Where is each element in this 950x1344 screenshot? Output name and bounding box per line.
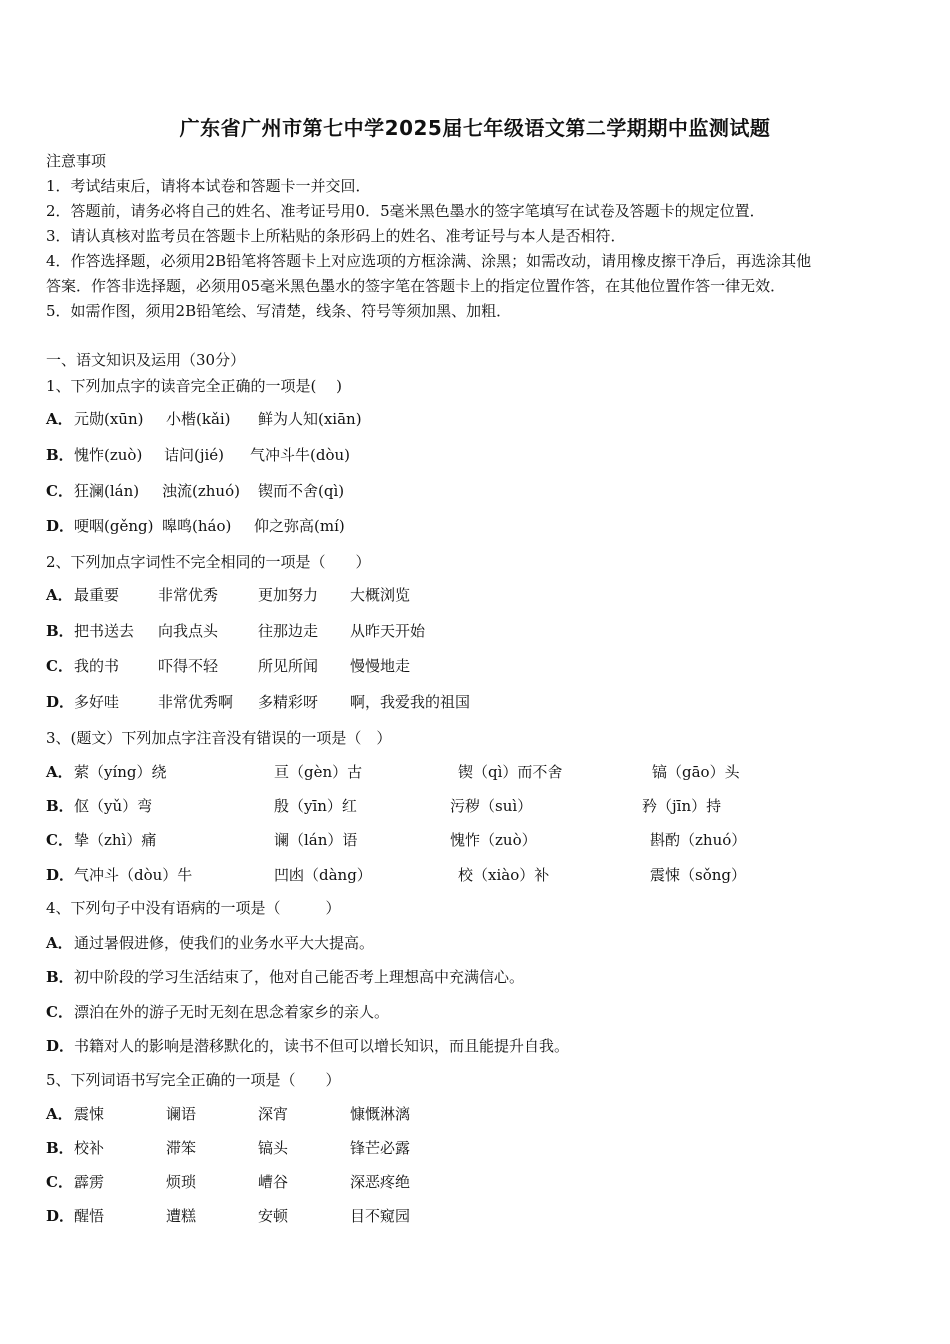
option-label: B． [46,1139,74,1157]
option-cell: 谰语 [166,1105,197,1123]
option-cell: 诘问(jié) [164,446,225,464]
option-text: 书籍对人的影响是潜移默化的，读书不但可以增长知识，而且能提升自我。 [74,1037,570,1055]
option-cell: 镐（gāo）头 [652,763,740,781]
option-cell: 愧怍(zuò) [74,446,143,464]
option-cell: 震悚 [74,1105,105,1123]
option-cell: 嗥鸣(háo) [162,517,232,535]
option-cell: 嶆谷 [258,1173,289,1191]
option-label: A． [46,934,73,952]
question-stem: 3、(题文）下列加点字注音没有错误的一项是（ ） [46,729,392,747]
option-cell: 从昨天开始 [350,622,426,640]
option-cell: 滞笨 [166,1139,197,1157]
notice-item: 1．考试结束后，请将本试卷和答题卡一并交回． [46,177,371,195]
option-cell: 污秽（suì） [450,797,533,815]
option-cell: 萦（yíng）绕 [74,763,167,781]
option-cell: 鲜为人知(xiān) [258,410,362,428]
notice-item: 4．作答选择题，必须用2B铅笔将答题卡上对应选项的方框涂满、涂黑；如需改动，请用橡皮擦干净后，再选涂其他 [46,252,812,270]
notice-item: 5．如需作图，须用2B铅笔绘、写清楚，线条、符号等须加黑、加粗． [46,302,512,320]
option-text: 通过暑假进修，使我们的业务水平大大提高。 [74,934,375,952]
option-cell: 挚（zhì）痛 [74,831,157,849]
option-cell: 震悚（sǒng） [650,866,746,884]
question-stem: 4、下列句子中没有语病的一项是（ ） [46,899,341,917]
option-label: D． [46,693,75,711]
notice-item: 2．答题前，请务必将自己的姓名、准考证号用0．5毫米黑色墨水的签字笔填写在试卷及答题卡的规定位置． [46,202,765,220]
option-cell: 元勋(xūn) [74,410,144,428]
option-cell: 伛（yǔ）弯 [74,797,153,815]
question-stem: 5、下列词语书写完全正确的一项是（ ） [46,1071,341,1089]
option-cell: 遭糕 [166,1207,197,1225]
option-cell: 醒悟 [74,1207,105,1225]
option-label: B． [46,797,74,815]
option-cell: 殷（yīn）红 [274,797,357,815]
option-label: A． [46,586,73,604]
option-cell: 校（xiào）补 [458,866,550,884]
option-label: C． [46,1173,73,1191]
question-stem: 2、下列加点字词性不完全相同的一项是（ ） [46,553,371,571]
option-cell: 仰之弥高(mí) [254,517,345,535]
option-cell: 慷慨淋漓 [350,1105,411,1123]
option-cell: 气冲斗牛(dòu) [250,446,350,464]
option-cell: 目不窥园 [350,1207,411,1225]
option-cell: 锲而不舍(qì) [258,482,345,500]
question-stem: 1、下列加点字的读音完全正确的一项是( ) [46,377,343,395]
option-cell: 吓得不轻 [158,657,219,675]
option-cell: 啊，我爱我的祖国 [350,693,471,711]
option-cell: 慢慢地走 [350,657,411,675]
option-cell: 锲（qì）而不舍 [458,763,563,781]
notice-item: 3．请认真核对监考员在答题卡上所粘贴的条形码上的姓名、准考证号与本人是否相符． [46,227,626,245]
option-cell: 多精彩呀 [258,693,319,711]
option-text: 漂泊在外的游子无时无刻在思念着家乡的亲人。 [74,1003,390,1021]
option-cell: 浊流(zhuó) [162,482,240,500]
option-label: D． [46,866,75,884]
page-title: 广东省广州市第七中学2025届七年级语文第二学期期中监测试题 [179,116,771,140]
option-label: B． [46,622,74,640]
option-text: 初中阶段的学习生活结束了，他对自己能否考上理想高中充满信心。 [74,968,525,986]
option-cell: 小楷(kǎi) [166,410,231,428]
option-label: A． [46,763,73,781]
option-cell: 所见所闻 [258,657,319,675]
option-cell: 校补 [74,1139,105,1157]
option-cell: 把书送去 [74,622,135,640]
option-cell: 深宵 [258,1105,289,1123]
option-label: C． [46,482,73,500]
option-cell: 往那边走 [258,622,319,640]
option-label: C． [46,1003,73,1021]
option-label: D． [46,1207,75,1225]
option-cell: 非常优秀 [158,586,219,604]
option-cell: 亘（gèn）古 [274,763,363,781]
option-label: C． [46,657,73,675]
notice-item: 答案．作答非选择题，必须用05毫米黑色墨水的签字笔在答题卡上的指定位置作答，在其他位置作答一律无效． [46,277,786,295]
option-label: B． [46,968,74,986]
option-cell: 非常优秀啊 [158,693,234,711]
section-heading: 一、语文知识及运用（30分） [46,351,246,369]
option-cell: 斟酌（zhuó） [650,831,747,849]
option-cell: 更加努力 [258,586,319,604]
option-cell: 凹凼（dàng） [274,866,372,884]
option-cell: 锋芒必露 [350,1139,411,1157]
option-cell: 安顿 [258,1207,289,1225]
option-cell: 狂澜(lán) [74,482,140,500]
option-cell: 深恶疼绝 [350,1173,411,1191]
option-cell: 气冲斗（dòu）牛 [74,866,193,884]
option-cell: 镐头 [258,1139,289,1157]
option-cell: 向我点头 [158,622,219,640]
option-cell: 哽咽(gěng) [74,517,154,535]
option-cell: 矜（jīn）持 [642,797,722,815]
option-cell: 最重要 [74,586,120,604]
option-cell: 谰（lán）语 [274,831,358,849]
option-label: B． [46,446,74,464]
option-cell: 大概浏览 [350,586,411,604]
option-cell: 多好哇 [74,693,120,711]
notice-heading: 注意事项 [46,152,107,170]
option-label: A． [46,410,73,428]
option-cell: 霹雳 [74,1173,105,1191]
option-label: C． [46,831,73,849]
option-label: D． [46,517,75,535]
option-cell: 烦琐 [166,1173,197,1191]
option-cell: 愧怍（zuò） [450,831,537,849]
option-label: A． [46,1105,73,1123]
option-label: D． [46,1037,75,1055]
option-cell: 我的书 [74,657,120,675]
